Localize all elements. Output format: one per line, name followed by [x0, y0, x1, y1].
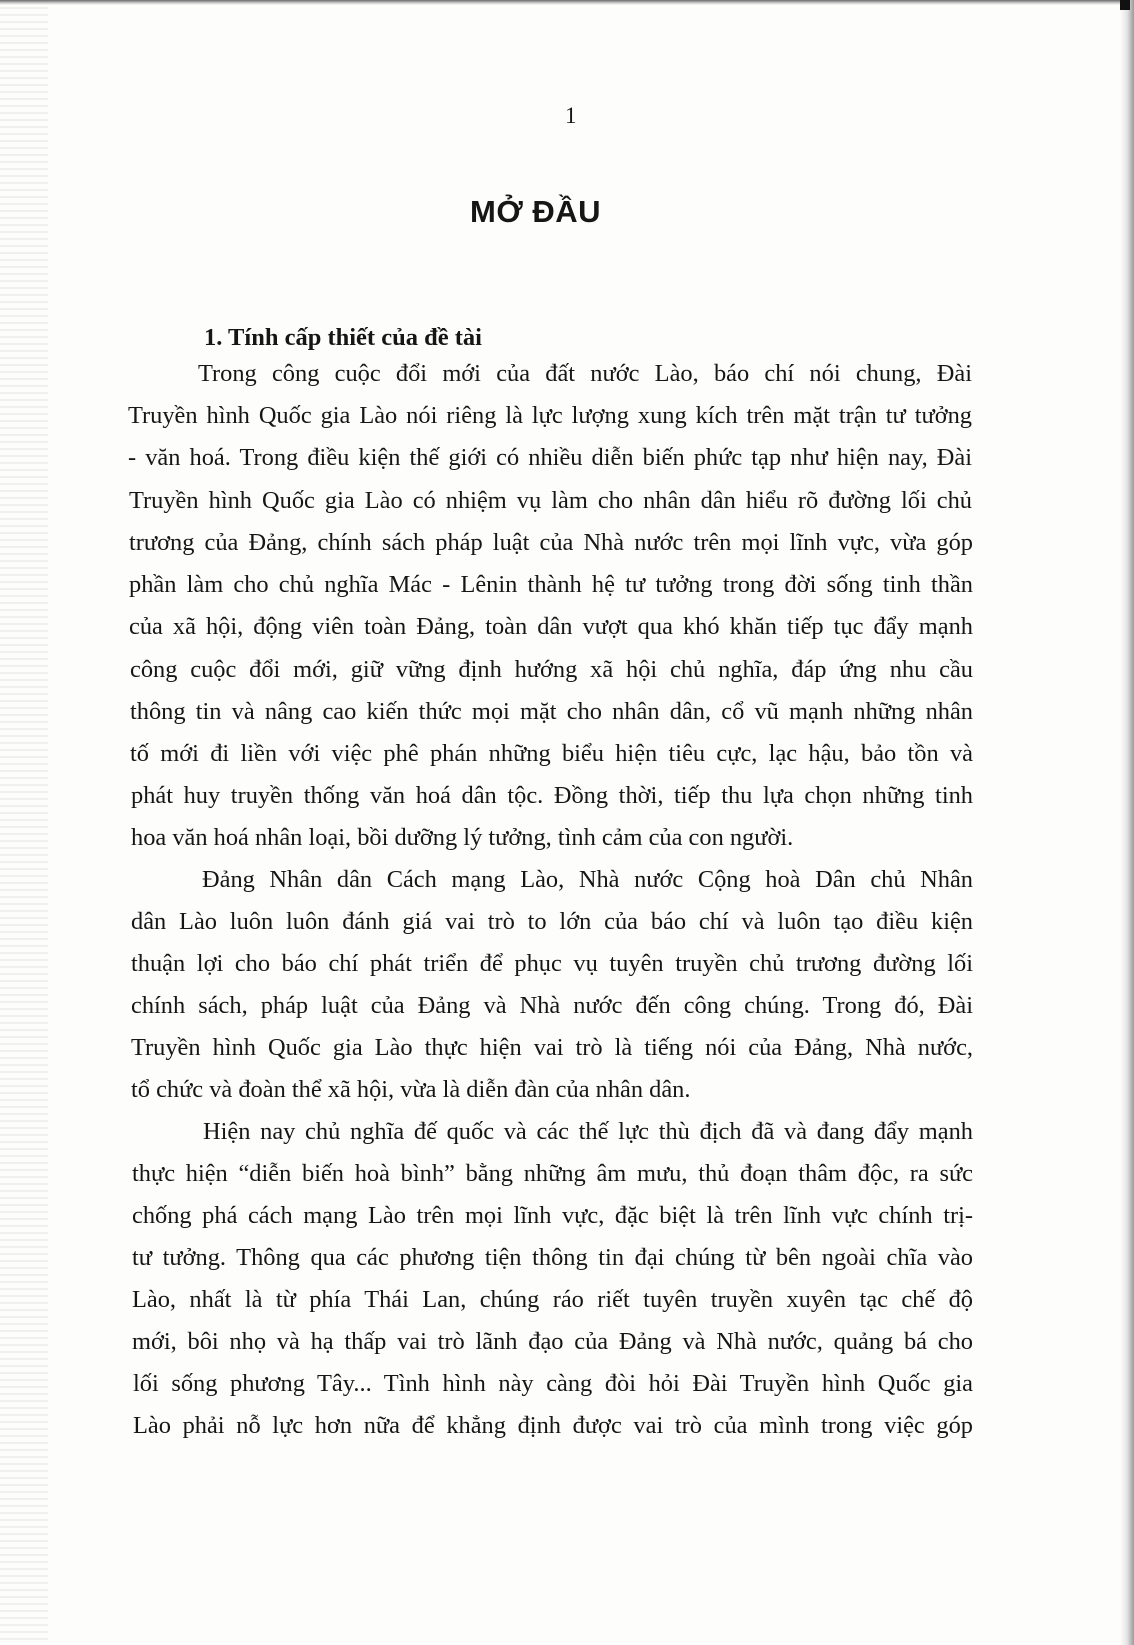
body-line: Truyền hình Quốc gia Lào thực hiện vai trò là tiếng nói của Đảng, Nhà nước,	[131, 1034, 973, 1061]
scan-left-edge	[0, 0, 48, 1645]
body-line: Lào phải nỗ lực hơn nữa để khẳng định được vai trò của mình trong việc góp	[133, 1412, 973, 1439]
body-line: của xã hội, động viên toàn Đảng, toàn dân vượt qua khó khăn tiếp tục đẩy mạnh	[129, 613, 973, 640]
body-line: - văn hoá. Trong điều kiện thế giới có nhiều diễn biến phức tạp như hiện nay, Đài	[128, 444, 972, 471]
body-line: Lào, nhất là từ phía Thái Lan, chúng ráo riết tuyên truyền xuyên tạc chế độ	[132, 1286, 973, 1313]
body-line: mới, bôi nhọ và hạ thấp vai trò lãnh đạo của Đảng và Nhà nước, quảng bá cho	[132, 1328, 973, 1355]
scan-corner-mark	[1120, 0, 1130, 10]
body-line: chống phá cách mạng Lào trên mọi lĩnh vực, đặc biệt là trên lĩnh vực chính trị-	[132, 1202, 973, 1229]
body-line: trương của Đảng, chính sách pháp luật của Nhà nước trên mọi lĩnh vực, vừa góp	[129, 529, 973, 556]
body-line: hoa văn hoá nhân loại, bồi dưỡng lý tưởng, tình cảm của con người.	[131, 824, 794, 851]
body-line: Trong công cuộc đổi mới của đất nước Lào, báo chí nói chung, Đài	[198, 360, 972, 387]
body-line: thực hiện “diễn biến hoà bình” bằng những âm mưu, thủ đoạn thâm độc, ra sức	[132, 1160, 973, 1187]
body-line: Truyền hình Quốc gia Lào nói riêng là lực lượng xung kích trên mặt trận tư tưởng	[128, 402, 972, 429]
page-number: 1	[565, 103, 577, 128]
body-line: dân Lào luôn luôn đánh giá vai trò to lớn của báo chí và luôn tạo điều kiện	[131, 908, 973, 935]
scan-right-edge	[1120, 0, 1134, 1645]
body-line: công cuộc đổi mới, giữ vững định hướng xã hội chủ nghĩa, đáp ứng nhu cầu	[130, 656, 973, 683]
body-line: Đảng Nhân dân Cách mạng Lào, Nhà nước Cộng hoà Dân chủ Nhân	[202, 866, 973, 893]
body-line: Truyền hình Quốc gia Lào có nhiệm vụ làm cho nhân dân hiểu rõ đường lối chủ	[129, 487, 972, 514]
scan-top-edge	[0, 0, 1134, 5]
section-heading: 1. Tính cấp thiết của đề tài	[204, 324, 482, 351]
chapter-title: MỞ ĐẦU	[470, 194, 602, 229]
body-line: tố mới đi liền với việc phê phán những biểu hiện tiêu cực, lạc hậu, bảo tồn và	[130, 740, 973, 767]
body-line: phần làm cho chủ nghĩa Mác - Lênin thành hệ tư tưởng trong đời sống tinh thần	[129, 571, 973, 598]
body-line: tổ chức và đoàn thể xã hội, vừa là diễn đàn của nhân dân.	[131, 1076, 691, 1103]
body-line: thuận lợi cho báo chí phát triển để phục vụ tuyên truyền chủ trương đường lối	[131, 950, 973, 977]
body-line: Hiện nay chủ nghĩa đế quốc và các thế lực thù địch đã và đang đẩy mạnh	[203, 1118, 973, 1145]
body-line: thông tin và nâng cao kiến thức mọi mặt cho nhân dân, cổ vũ mạnh những nhân	[130, 698, 973, 725]
body-line: tư tưởng. Thông qua các phương tiện thông tin đại chúng từ bên ngoài chĩa vào	[132, 1244, 973, 1271]
body-line: phát huy truyền thống văn hoá dân tộc. Đồng thời, tiếp thu lựa chọn những tinh	[131, 782, 973, 809]
body-line: chính sách, pháp luật của Đảng và Nhà nước đến công chúng. Trong đó, Đài	[131, 992, 973, 1019]
body-line: lối sống phương Tây... Tình hình này càng đòi hỏi Đài Truyền hình Quốc gia	[133, 1370, 973, 1397]
